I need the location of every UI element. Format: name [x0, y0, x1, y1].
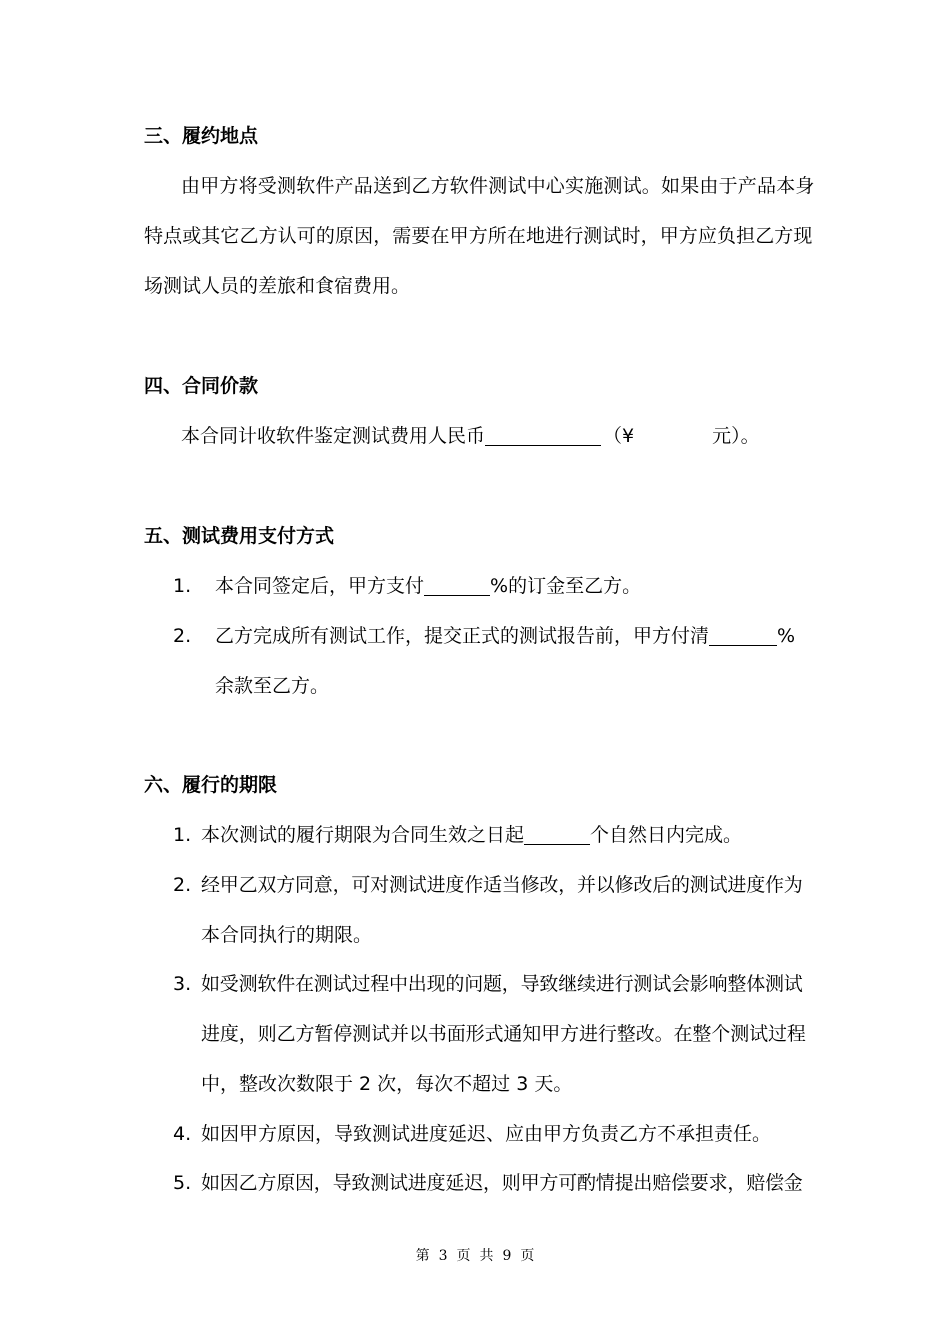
footer-label-gong: 共 [479, 1248, 494, 1264]
term-item-3-line-1: 如受测软件在测试过程中出现的问题，导致继续进行测试会影响整体测试 [201, 973, 803, 995]
payment-item-number-1: 1. [173, 575, 192, 597]
payment-item-1 [215, 574, 641, 598]
days-blank[interactable] [524, 824, 590, 845]
section-heading-3: 三、履约地点 [144, 125, 259, 147]
term-item-3-line-2: 进度，则乙方暂停测试并以书面形式通知甲方进行整改。在整个测试过程 [201, 1023, 806, 1045]
section-3-line-2: 特点或其它乙方认可的原因，需要在甲方所在地进行测试时，甲方应负担乙方现 [144, 225, 813, 247]
footer-page-number: 3 [438, 1248, 448, 1264]
term-item-1 [201, 823, 742, 847]
price-blank-rmb[interactable] [485, 425, 601, 446]
payment-item-1-text: 本合同签定后，甲方支付 [215, 575, 425, 597]
footer-label-ye-2: 页 [520, 1248, 535, 1264]
section-3-line-1: 由甲方将受测软件产品送到乙方软件测试中心实施测试。如果由于产品本身 [181, 175, 815, 197]
section-heading-6: 六、履行的期限 [144, 774, 278, 796]
deposit-percent-blank[interactable] [424, 575, 490, 596]
payment-item-number-2: 2. [173, 625, 192, 647]
price-prefix: 本合同计收软件鉴定测试费用人民币 [181, 425, 486, 447]
term-item-2-line-2: 本合同执行的期限。 [201, 924, 373, 946]
payment-item-2 [215, 624, 795, 648]
term-item-number-1: 1. [173, 824, 192, 846]
term-item-1-tail: 个自然日内完成。 [590, 824, 743, 846]
term-item-number-3: 3. [173, 973, 192, 995]
contract-price-line [181, 424, 760, 448]
term-item-3-line-3: 中，整改次数限于 2 次，每次不超过 3 天。 [201, 1073, 573, 1095]
payment-item-2-text: 乙方完成所有测试工作，提交正式的测试报告前，甲方付清 [215, 625, 710, 647]
price-paren-close: 元）。 [712, 425, 760, 447]
term-item-2-line-1: 经甲乙双方同意，可对测试进度作适当修改，并以修改后的测试进度作为 [201, 874, 803, 896]
term-item-1-text: 本次测试的履行期限为合同生效之日起 [201, 824, 525, 846]
footer-total-pages: 9 [502, 1248, 512, 1264]
term-item-number-4: 4. [173, 1123, 192, 1145]
term-item-4-line-1: 如因甲方原因，导致测试进度延迟、应由甲方负责乙方不承担责任。 [201, 1123, 772, 1145]
term-item-number-5: 5. [173, 1172, 192, 1194]
footer-label-di: 第 [415, 1248, 430, 1264]
section-heading-4: 四、合同价款 [144, 375, 259, 397]
section-3-line-3: 场测试人员的差旅和食宿费用。 [144, 275, 411, 297]
payment-item-1-tail: %的订金至乙方。 [490, 575, 642, 597]
footer-label-ye: 页 [456, 1248, 471, 1264]
page-footer [0, 1247, 950, 1265]
balance-percent-blank[interactable] [709, 625, 777, 646]
payment-item-2-continued: 余款至乙方。 [215, 675, 330, 697]
term-item-number-2: 2. [173, 874, 192, 896]
price-paren-open: （¥ [603, 425, 635, 447]
section-heading-5: 五、测试费用支付方式 [144, 525, 335, 547]
payment-item-2-tail: % [777, 625, 796, 647]
term-item-5-line-1: 如因乙方原因，导致测试进度延迟，则甲方可酌情提出赔偿要求，赔偿金 [201, 1172, 803, 1194]
